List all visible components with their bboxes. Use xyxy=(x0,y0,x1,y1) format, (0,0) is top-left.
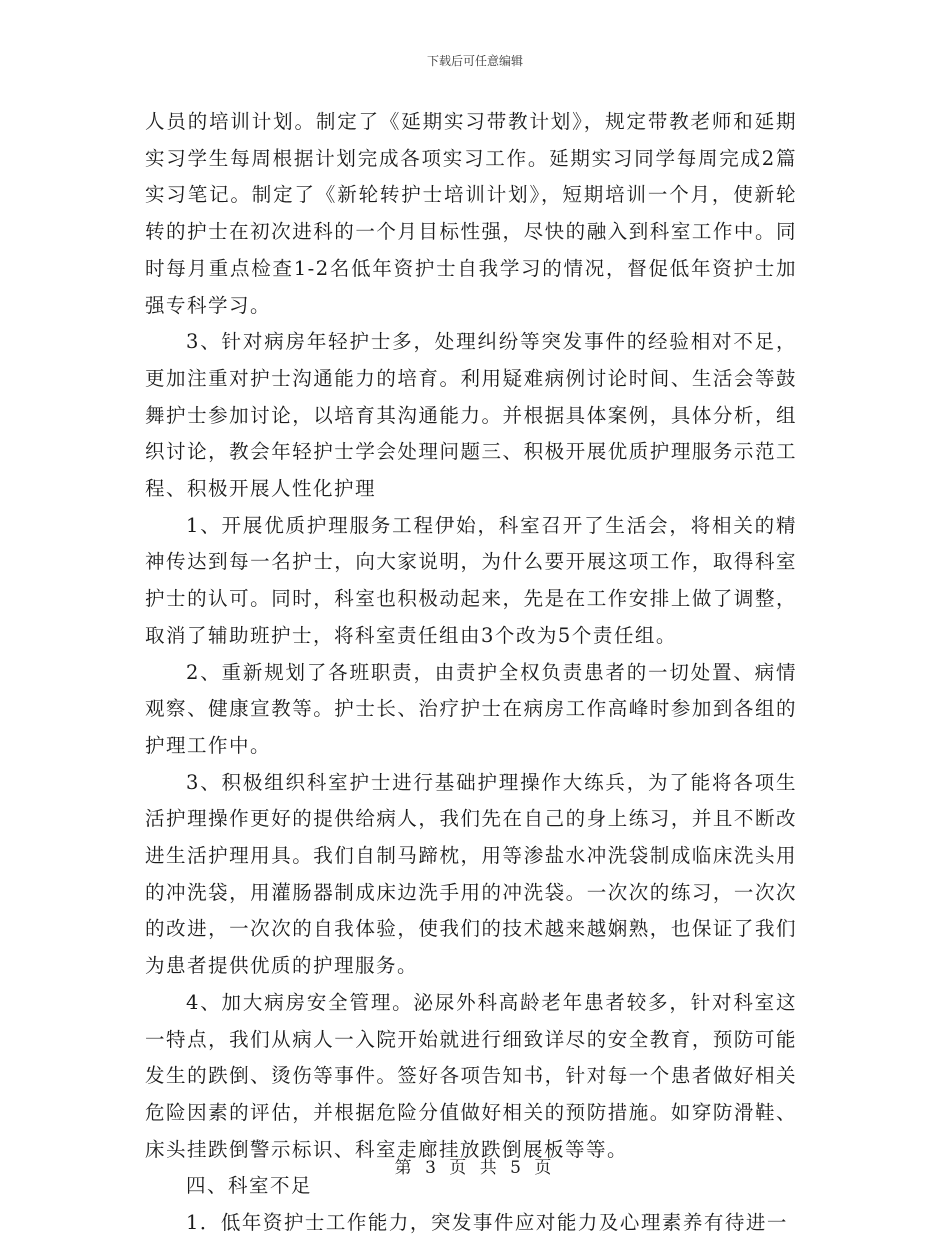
paragraph-ward-safety: 4、加大病房安全管理。泌尿外科高龄老年患者较多，针对科室这一特点，我们从病人一入院开始就进行细致详尽的安全教育，预防可能发生的跌倒、烫伤等事件。签好各项告知书，针对每一个患者做好相关危险因素的评估，并根据危险分值做好相关的预防措施。如穿防滑鞋、床头挂跌倒警示标识、科室走廊挂放跌倒展板等等。 xyxy=(145,990,797,1161)
paragraph-training-plan: 人员的培训计划。制定了《延期实习带教计划》，规定带教老师和延期实习学生每周根据计划完成各项实习工作。延期实习同学每周完成2篇实习笔记。制定了《新轮转护士培训计划》，短期培训一个月，使新轮转的护士在初次进科的一个月目标性强，尽快的融入到科室工作中。同时每月重点检查1-2名低年资护士自我学习的情况，督促低年资护士加强专科学习。 xyxy=(145,110,797,317)
paragraph-shortcoming-1: 1．低年资护士工作能力，突发事件应对能力及心理素养有待进一 xyxy=(186,1211,788,1235)
page-footer: 第 3 页 共 5 页 xyxy=(394,1158,556,1178)
paragraph-quality-care-start: 1、开展优质护理服务工程伊始，科室召开了生活会，将相关的精神传达到每一名护士，向大家说明，为什么要开展这项工作，取得科室护士的认可。同时，科室也积极动起来，先是在工作安排上做了调整，取消了辅助班护士，将科室责任组由3个改为5个责任组。 xyxy=(145,513,797,647)
document-body xyxy=(145,104,797,1242)
section-heading-shortcomings: 四、科室不足 xyxy=(186,1174,313,1198)
paragraph-duty-planning: 2、重新规划了各班职责，由责护全权负责患者的一切处置、病情观察、健康宣教等。护士长、治疗护士在病房工作高峰时参加到各组的护理工作中。 xyxy=(145,660,797,757)
page-header: 下载后可任意编辑 xyxy=(426,54,523,68)
paragraph-communication: 3、针对病房年轻护士多，处理纠纷等突发事件的经验相对不足，更加注重对护士沟通能力的培育。利用疑难病例讨论时间、生活会等鼓舞护士参加讨论，以培育其沟通能力。并根据具体案例，具体分析，组织讨论，教会年轻护士学会处理问题三、积极开展优质护理服务示范工程、积极开展人性化护理 xyxy=(145,330,797,501)
paragraph-basic-care-training: 3、积极组织科室护士进行基础护理操作大练兵，为了能将各项生活护理操作更好的提供给病人，我们先在自己的身上练习，并且不断改进生活护理用具。我们自制马蹄枕，用等渗盐水冲洗袋制成临床洗头用的冲洗袋，用灌肠器制成床边洗手用的冲洗袋。一次次的练习，一次次的改进，一次次的自我体验，使我们的技术越来越娴熟，也保证了我们为患者提供优质的护理服务。 xyxy=(145,770,797,978)
